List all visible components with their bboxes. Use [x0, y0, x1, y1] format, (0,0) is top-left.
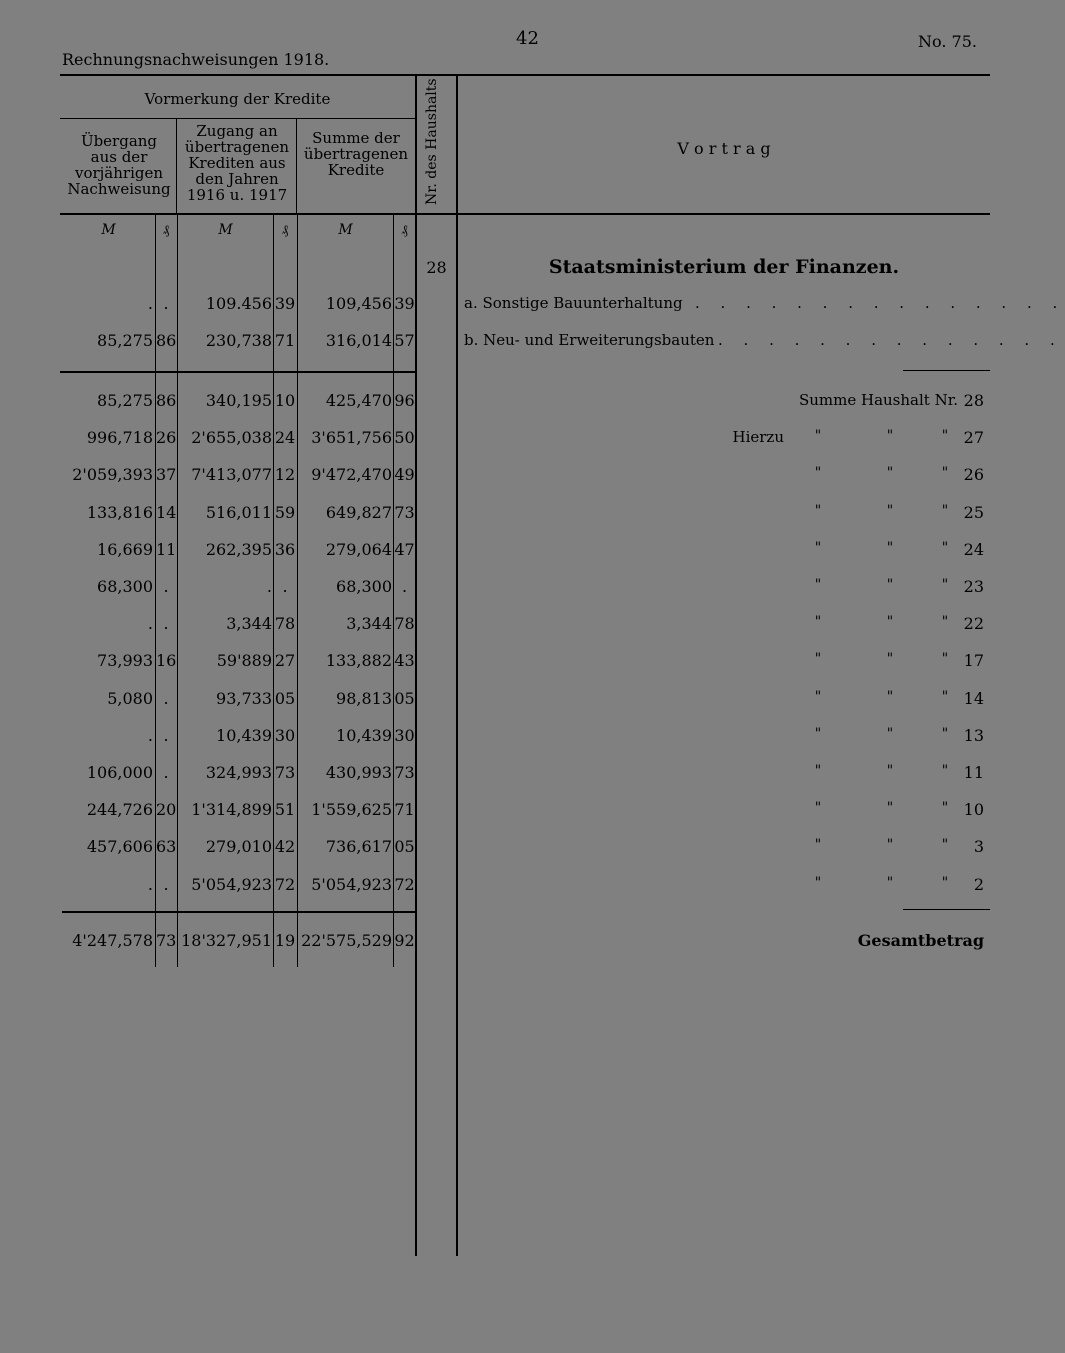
unit-pf-1: ₰: [162, 223, 170, 238]
ditto-mark: ": [814, 800, 822, 817]
summe-pf: 57: [394, 331, 415, 350]
zugang-pf: 30: [274, 725, 296, 745]
zugang-pf: 42: [274, 837, 296, 857]
hierzu-label: Hierzu: [732, 428, 784, 447]
ditto-mark: ": [814, 577, 822, 593]
unit-pf-2: ₰: [281, 223, 289, 238]
running-title: Rechnungsnachweisungen 1918.: [62, 50, 330, 69]
subtotal-rule: [60, 371, 415, 373]
ditto-mark: ": [814, 539, 822, 556]
summe-mark: 316,014: [325, 331, 392, 350]
haushalt-number: 25: [963, 502, 984, 522]
uebergang-pf: 14: [156, 502, 177, 522]
zugang-mark: 1'314,899: [191, 800, 272, 820]
summe-mark: 279,064: [325, 539, 392, 559]
ditto-mark: ": [814, 465, 822, 482]
ditto-mark: ": [814, 874, 822, 891]
ditto-mark: ": [886, 502, 894, 519]
leader-dots: . . . . . . . . . . . . . . .: [695, 294, 1065, 312]
zugang-mark: 230,738: [205, 331, 272, 350]
ditto-mark: ": [941, 465, 949, 482]
uebergang-mark: 106,000: [86, 763, 153, 782]
haushalt-number: 3: [973, 837, 984, 857]
summe-mark: 109,456: [325, 294, 392, 313]
section-title: Staatsministerium der Finanzen.: [548, 256, 900, 278]
uebergang-mark: .: [147, 614, 153, 634]
ditto-mark: ": [941, 763, 949, 779]
haushalt-number: 26: [963, 465, 984, 485]
uebergang-mark: 85,275: [97, 391, 153, 410]
summe-pf: 92: [394, 931, 415, 950]
ditto-mark: ": [814, 651, 822, 668]
ditto-mark: ": [814, 428, 822, 445]
haushalt-number: 22: [963, 614, 984, 634]
total-rule: [62, 911, 415, 913]
sum-rule-right: [903, 370, 990, 371]
zugang-pf: 05: [274, 688, 296, 708]
uebergang-mark: 16,669: [97, 539, 153, 559]
ditto-mark: ": [814, 688, 822, 705]
group-header: Vormerkung der Kredite: [144, 90, 331, 108]
zugang-mark: 18'327,951: [181, 931, 272, 950]
uebergang-mark: 4'247,578: [72, 931, 153, 950]
zugang-mark: 5'054,923: [191, 874, 272, 894]
uebergang-mark: 457,606: [86, 837, 153, 857]
uebergang-mark: 133,816: [86, 502, 153, 522]
ditto-mark: ": [941, 688, 949, 705]
haushalt-number: 11: [963, 763, 984, 782]
uebergang-mark: 5,080: [107, 688, 153, 708]
ditto-mark: ": [886, 874, 894, 891]
ditto-mark: ": [814, 725, 822, 742]
uebergang-pf: .: [163, 614, 169, 634]
ditto-mark: ": [886, 800, 894, 817]
uebergang-pf: 63: [156, 837, 177, 857]
ditto-mark: ": [886, 465, 894, 482]
zugang-mark: .: [266, 577, 272, 596]
summe-pf: 71: [394, 800, 415, 820]
ditto-mark: ": [941, 725, 949, 742]
uebergang-pf: 26: [156, 428, 177, 448]
summe-mark: 10,439: [336, 725, 392, 745]
ditto-mark: ": [814, 614, 822, 631]
leader-dots: . . . . . . . . . . . . . .: [718, 331, 1063, 349]
unit-mark-3: M: [338, 222, 353, 238]
summe-mark: 68,300: [336, 577, 392, 596]
unit-pf-3: ₰: [401, 223, 408, 238]
haushalt-number: 23: [963, 577, 984, 596]
summe-pf: 96: [394, 391, 415, 410]
zugang-pf: 78: [274, 614, 296, 634]
ditto-mark: ": [886, 688, 894, 705]
ditto-mark: ": [941, 837, 949, 854]
summe-pf: 05: [394, 688, 415, 708]
summe-pf: 50: [394, 428, 415, 448]
haushalt-number: 10: [963, 800, 984, 820]
col-uebergang-header: Übergang aus der vorjährigen Nachweisung: [67, 132, 171, 198]
uebergang-pf: .: [163, 725, 169, 745]
ditto-mark: ": [941, 651, 949, 668]
summe-mark: 649,827: [325, 502, 392, 522]
item-label: b. Neu- und Erweiterungsbauten: [464, 331, 715, 349]
col-summe-header: Summe der übertragenen Kredite: [303, 129, 409, 179]
summe-mark: 133,882: [325, 651, 392, 671]
uebergang-mark: .: [147, 725, 153, 745]
zugang-mark: 2'655,038: [191, 428, 272, 448]
haushalt-number: 24: [963, 539, 984, 559]
total-rule-right: [903, 909, 990, 910]
zugang-mark: 516,011: [205, 502, 272, 522]
ditto-mark: ": [941, 614, 949, 631]
haushalt-number: 17: [963, 651, 984, 671]
top-rule: [60, 74, 990, 76]
col1-right-line: [176, 118, 177, 214]
nr-right-line: [456, 76, 458, 1256]
summe-pf: 49: [394, 465, 415, 485]
section-number: 28: [426, 258, 447, 277]
col-haushalt-header: Nr. des Haushalts: [424, 78, 440, 205]
summary-label: Summe Haushalt Nr.: [798, 391, 958, 409]
ditto-mark: ": [886, 763, 894, 779]
summe-pf: 39: [394, 294, 415, 313]
uebergang-pf: .: [163, 763, 169, 782]
uebergang-mark: .: [147, 874, 153, 894]
uebergang-pf: .: [163, 688, 169, 708]
haushalt-number: 2: [973, 874, 984, 894]
zugang-mark: 279,010: [205, 837, 272, 857]
summe-mark: 98,813: [336, 688, 392, 708]
uebergang-pf: 86: [156, 331, 177, 350]
summe-pf: 72: [394, 874, 415, 894]
uebergang-mark: 244,726: [86, 800, 153, 820]
uebergang-pf: .: [163, 874, 169, 894]
zugang-mark: 7'413,077: [191, 465, 272, 485]
summe-pf: 47: [394, 539, 415, 559]
zugang-pf: 27: [274, 651, 296, 671]
ditto-mark: ": [814, 837, 822, 854]
zugang-pf: 12: [274, 465, 296, 485]
header-bottom-rule: [60, 213, 990, 215]
page-number: 42: [516, 28, 539, 49]
item-label: a. Sonstige Bauunterhaltung: [464, 294, 683, 312]
uebergang-mark: 996,718: [86, 428, 153, 448]
summe-mark: 22'575,529: [301, 931, 392, 950]
zugang-mark: 109.456: [205, 294, 272, 313]
zugang-mark: 324,993: [205, 763, 272, 782]
summe-mark: 1'559,625: [311, 800, 392, 820]
zugang-pf: 24: [274, 428, 296, 448]
ditto-mark: ": [941, 428, 949, 445]
ditto-mark: ": [941, 874, 949, 891]
ditto-mark: ": [886, 614, 894, 631]
summe-mark: 425,470: [325, 391, 392, 410]
uebergang-pf: 11: [156, 539, 177, 559]
total-label: Gesamtbetrag: [857, 931, 984, 950]
ditto-mark: ": [886, 428, 894, 445]
uebergang-pf: 37: [156, 465, 177, 485]
summe-pf: 73: [394, 502, 415, 522]
zugang-pf: 36: [274, 539, 296, 559]
summe-mark: 3,344: [346, 614, 392, 634]
ditto-mark: ": [886, 539, 894, 556]
haushalt-number: 14: [963, 688, 984, 708]
uebergang-mark: 73,993: [97, 651, 153, 671]
summe-mark: 5'054,923: [311, 874, 392, 894]
summe-mark: 9'472,470: [311, 465, 392, 485]
summe-mark: 736,617: [325, 837, 392, 857]
zugang-pf: 51: [274, 800, 296, 820]
uebergang-mark: 68,300: [97, 577, 153, 596]
uebergang-pf: .: [163, 294, 169, 313]
ditto-mark: ": [941, 577, 949, 593]
uebergang-pf: 86: [156, 391, 177, 410]
nr-left-line: [415, 76, 417, 1256]
zugang-pf: 73: [274, 763, 296, 782]
zugang-mark: 340,195: [205, 391, 272, 410]
ditto-mark: ": [886, 725, 894, 742]
unit-mark-2: M: [218, 222, 233, 238]
uebergang-pf: .: [163, 577, 169, 596]
ditto-mark: ": [814, 502, 822, 519]
col-vortrag-header: V o r t r a g: [677, 139, 771, 158]
summe-pf: 05: [394, 837, 415, 857]
uebergang-mark: 2'059,393: [72, 465, 153, 485]
zugang-mark: 3,344: [226, 614, 272, 634]
zugang-pf: 39: [274, 294, 296, 313]
zugang-pf: 72: [274, 874, 296, 894]
group-rule: [60, 118, 415, 119]
ditto-mark: ": [941, 800, 949, 817]
summe-mark: 3'651,756: [311, 428, 392, 448]
ditto-mark: ": [886, 837, 894, 854]
summe-pf: 43: [394, 651, 415, 671]
zugang-pf: 19: [274, 931, 296, 950]
haushalt-number: 13: [963, 725, 984, 745]
uebergang-mark: 85,275: [97, 331, 153, 350]
summe-pf: 30: [394, 725, 415, 745]
ditto-mark: ": [886, 651, 894, 668]
uebergang-pf: 16: [156, 651, 177, 671]
zugang-pf: 59: [274, 502, 296, 522]
zugang-mark: 262,395: [205, 539, 272, 559]
uebergang-pf: 20: [156, 800, 177, 820]
summe-pf: 78: [394, 614, 415, 634]
summe-mark: 430,993: [325, 763, 392, 782]
zugang-mark: 10,439: [216, 725, 272, 745]
haushalt-number: 27: [963, 428, 984, 448]
uebergang-pf: 73: [156, 931, 177, 950]
zugang-pf: .: [282, 577, 288, 596]
summe-pf: 73: [394, 763, 415, 782]
ditto-mark: ": [941, 539, 949, 556]
zugang-mark: 93,733: [216, 688, 272, 708]
zugang-pf: 71: [274, 331, 296, 350]
zugang-pf: 10: [274, 391, 296, 410]
document-number: No. 75.: [918, 32, 977, 51]
summe-pf: .: [401, 577, 408, 596]
unit-mark-1: M: [101, 222, 116, 238]
uebergang-mark: .: [147, 294, 153, 313]
col-zugang-header: Zugang an übertragenen Krediten aus den Jahren 1916 u. 1917: [184, 122, 290, 204]
ditto-mark: ": [886, 577, 894, 593]
haushalt-number: 28: [963, 391, 984, 410]
col2-right-line: [296, 118, 297, 214]
ditto-mark: ": [814, 763, 822, 779]
ditto-mark: ": [941, 502, 949, 519]
zugang-mark: 59'889: [216, 651, 272, 671]
